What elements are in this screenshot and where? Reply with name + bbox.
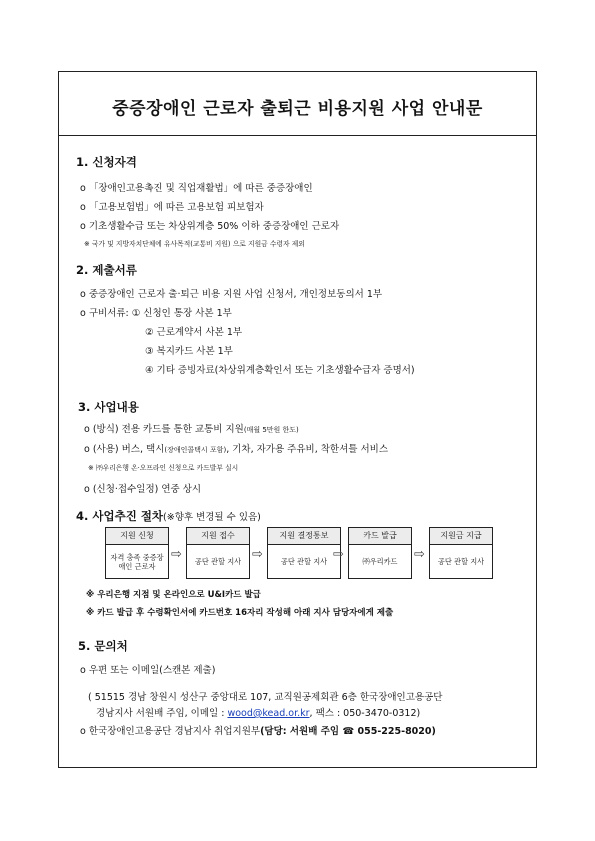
section1-item-3-text: 기초생활수급 또는 차상위계층 50% 이하 중증장애인 근로자 <box>88 221 340 232</box>
section1-item-2-text: 「고용보험법」에 따른 고용보험 피보험자 <box>88 202 264 213</box>
section2-doc-2: ② 근로계약서 사본 1부 <box>145 327 243 338</box>
bullet-icon: ο <box>84 444 90 455</box>
arrow-right-icon: ⇨ <box>333 547 344 562</box>
section1-item-3 <box>80 218 339 232</box>
section5-item-1-text: 우편 또는 이메일(스캔본 제출) <box>88 665 216 676</box>
section1-note: ※ 국가 및 지방자치단체에 유사목적(교통비 지원) 으로 지원금 수령자 제외 <box>84 240 305 248</box>
section1-item-1-text: 「장애인고용촉진 및 직업재활법」에 따른 중증장애인 <box>88 183 313 194</box>
flow-step-receive-body: 공단 관할 지사 <box>194 557 242 567</box>
section3-item-2-text-a: (사용) 버스, 택시 <box>92 444 165 455</box>
arrow-right-icon: ⇨ <box>252 547 263 562</box>
flow-step-receive <box>186 527 250 579</box>
section4-heading-note: (※향후 변경될 수 있음) <box>163 512 261 523</box>
section3-heading: 3. 사업내용 <box>78 400 139 414</box>
section5-address-2-b: , 팩스 : 050-3470-0312) <box>309 708 421 719</box>
flow-step-card-body: ㈜우리카드 <box>362 557 398 567</box>
section4-note-1: ※ 우리은행 지점 및 온라인으로 U&I카드 발급 <box>86 590 261 600</box>
bullet-icon: ο <box>84 484 90 495</box>
flow-step-decision-body: 공단 관할 지사 <box>280 557 328 567</box>
email-link[interactable]: wood@kead.or.kr <box>227 708 310 719</box>
section5-address-1: ( 51515 경남 창원시 성산구 중앙대로 107, 교직원공제회관 6층 한국장애인고용공단 <box>88 692 443 703</box>
flow-step-payment-body: 공단 관할 지사 <box>437 557 485 567</box>
flow-step-apply <box>105 527 169 579</box>
section2-docs-label-text: 구비서류: ① 신청인 통장 사본 1부 <box>88 308 232 319</box>
section5-item-2 <box>80 723 436 737</box>
section1-heading: 1. 신청자격 <box>76 155 137 169</box>
bullet-icon: ο <box>80 289 86 300</box>
flow-step-receive-head: 지원 접수 <box>187 528 249 545</box>
flow-step-apply-head: 지원 신청 <box>106 528 168 545</box>
flow-step-payment-head: 지원금 지급 <box>430 528 492 545</box>
section5-address-2-a: 경남지사 서원배 주임, 이메일 : <box>96 708 228 719</box>
title-box <box>58 91 537 136</box>
section3-note: ※ ㈜우리은행 온·오프라인 신청으로 카드발부 실시 <box>88 464 239 472</box>
flow-step-apply-body: 자격 충족 중증장애인 근로자 <box>110 553 164 571</box>
flow-step-card <box>348 527 412 579</box>
section3-item-1-text: (방식) 전용 카드를 통한 교통비 지원 <box>92 424 244 435</box>
bullet-icon: ο <box>80 202 86 213</box>
bullet-icon: ο <box>84 424 90 435</box>
flow-step-payment <box>429 527 493 579</box>
arrow-right-icon: ⇨ <box>171 547 182 562</box>
section3-item-1-small: (매월 5만원 한도) <box>243 426 299 434</box>
flow-step-card-head: 카드 발급 <box>349 528 411 545</box>
section2-item-1 <box>80 286 382 300</box>
section1-item-2 <box>80 199 264 213</box>
bullet-icon: ο <box>80 221 86 232</box>
section2-doc-3: ③ 복지카드 사본 1부 <box>145 346 233 357</box>
flow-step-decision-head: 지원 결정통보 <box>268 528 340 545</box>
section2-item-1-text: 중증장애인 근로자 출·퇴근 비용 지원 사업 신청서, 개인정보동의서 1부 <box>88 289 383 300</box>
section5-item-2-text: 한국장애인고용공단 경남지사 취업지원부 <box>88 726 261 737</box>
bullet-icon: ο <box>80 308 86 319</box>
bullet-icon: ο <box>80 726 86 737</box>
section3-item-2-small: (장애인콜택시 포함) <box>164 446 227 454</box>
section2-doc-4: ④ 기타 증빙자료(차상위계층확인서 또는 기초생활수급자 증명서) <box>145 365 415 376</box>
section3-item-3 <box>84 481 201 495</box>
section4-note-2: ※ 카드 발급 후 수령확인서에 카드번호 16자리 작성해 아래 지사 담당자에게 제출 <box>86 608 394 618</box>
section5-contact: (담당: 서원배 주임 ☎ 055-225-8020) <box>260 726 436 737</box>
arrow-right-icon: ⇨ <box>414 547 425 562</box>
bullet-icon: ο <box>80 183 86 194</box>
section3-item-3-text: (신청·접수일정) 연중 상시 <box>92 484 202 495</box>
section4-heading-row <box>76 505 261 524</box>
section3-item-1 <box>84 421 299 435</box>
section5-heading: 5. 문의처 <box>78 639 128 653</box>
section1-item-1 <box>80 180 313 194</box>
flow-step-decision <box>267 527 341 579</box>
page-title: 중증장애인 근로자 출퇴근 비용지원 사업 안내문 <box>112 99 483 119</box>
bullet-icon: ο <box>80 665 86 676</box>
section2-heading: 2. 제출서류 <box>76 263 137 277</box>
section5-item-1 <box>80 662 215 676</box>
section2-docs-label <box>80 305 232 319</box>
section3-item-2 <box>84 441 388 455</box>
section4-heading: 4. 사업추진 절차 <box>76 509 164 523</box>
section3-item-2-text-b: , 기차, 자가용 주유비, 착한셔틀 서비스 <box>226 444 389 455</box>
section5-address-2 <box>96 705 420 719</box>
